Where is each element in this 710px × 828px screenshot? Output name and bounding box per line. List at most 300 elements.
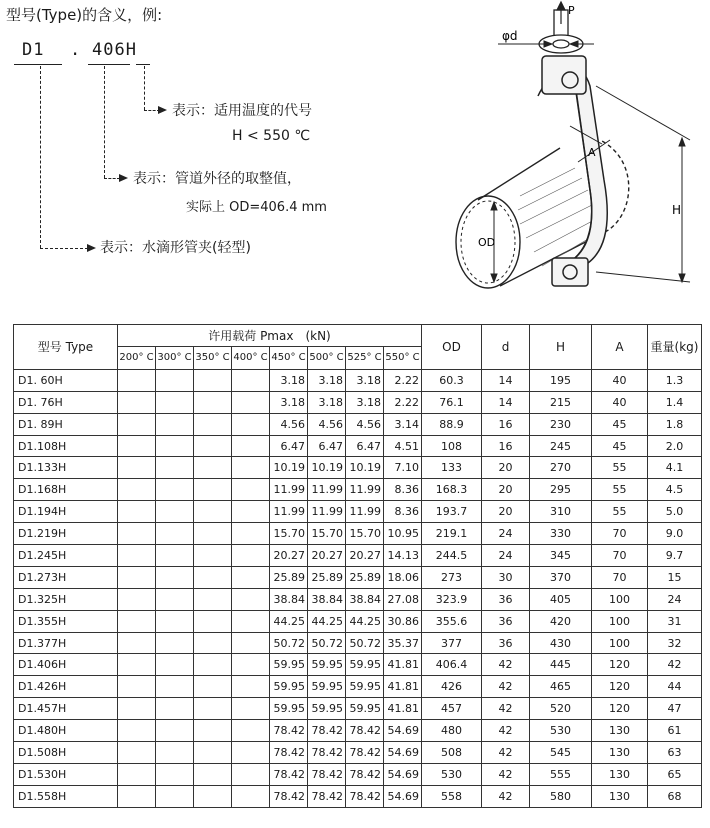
cell-load-450: 59.95: [270, 676, 308, 698]
cell-d: 36: [482, 632, 530, 654]
cell-load-300: [156, 698, 194, 720]
cell-h: 580: [530, 785, 592, 807]
table-row: [14, 720, 702, 742]
label-phi-d: φd: [502, 29, 518, 43]
cell-model: D1.530H: [14, 763, 118, 785]
cell-load-525: 3.18: [346, 391, 384, 413]
cell-d: 42: [482, 654, 530, 676]
cell-a: 130: [592, 720, 648, 742]
cell-a: 70: [592, 545, 648, 567]
cell-load-450: 6.47: [270, 435, 308, 457]
cell-load-550: 41.81: [384, 698, 422, 720]
cell-load-400: [232, 610, 270, 632]
cell-load-500: 78.42: [308, 763, 346, 785]
cell-load-350: [194, 413, 232, 435]
cell-model: D1.168H: [14, 479, 118, 501]
cell-load-525: 38.84: [346, 588, 384, 610]
cell-model: D1.355H: [14, 610, 118, 632]
cell-od: 508: [422, 742, 482, 764]
cell-weight: 15: [648, 566, 702, 588]
table-row: [14, 763, 702, 785]
cell-h: 215: [530, 391, 592, 413]
cell-load-525: 50.72: [346, 632, 384, 654]
cell-load-350: [194, 676, 232, 698]
cell-a: 40: [592, 369, 648, 391]
cell-load-400: [232, 588, 270, 610]
cell-a: 55: [592, 479, 648, 501]
table-row: [14, 523, 702, 545]
cell-a: 40: [592, 391, 648, 413]
cell-load-500: 59.95: [308, 676, 346, 698]
cell-load-200: [118, 742, 156, 764]
cell-weight: 2.0: [648, 435, 702, 457]
cell-load-200: [118, 369, 156, 391]
cell-h: 445: [530, 654, 592, 676]
cell-load-525: 59.95: [346, 698, 384, 720]
cell-load-350: [194, 763, 232, 785]
cell-load-450: 15.70: [270, 523, 308, 545]
cell-load-500: 50.72: [308, 632, 346, 654]
table-row: [14, 742, 702, 764]
cell-a: 70: [592, 566, 648, 588]
cell-load-350: [194, 545, 232, 567]
temp-leader-vertical: [144, 66, 145, 110]
cell-load-400: [232, 501, 270, 523]
cell-load-350: [194, 369, 232, 391]
cell-load-200: [118, 501, 156, 523]
header-temp: 350° C: [194, 346, 232, 369]
cell-load-550: 54.69: [384, 720, 422, 742]
cell-a: 55: [592, 501, 648, 523]
cell-load-450: 20.27: [270, 545, 308, 567]
cell-model: D1.133H: [14, 457, 118, 479]
cell-od: 168.3: [422, 479, 482, 501]
table-row: [14, 610, 702, 632]
cell-load-550: 54.69: [384, 742, 422, 764]
cell-od: 273: [422, 566, 482, 588]
cell-load-200: [118, 435, 156, 457]
table-row: [14, 413, 702, 435]
header-temp: 500° C: [308, 346, 346, 369]
cell-od: 426: [422, 676, 482, 698]
cell-weight: 65: [648, 763, 702, 785]
cell-load-300: [156, 742, 194, 764]
cell-d: 36: [482, 610, 530, 632]
cell-load-300: [156, 785, 194, 807]
cell-load-200: [118, 413, 156, 435]
cell-d: 42: [482, 742, 530, 764]
cell-load-525: 20.27: [346, 545, 384, 567]
cell-load-550: 54.69: [384, 785, 422, 807]
cell-weight: 24: [648, 588, 702, 610]
table-row: [14, 391, 702, 413]
cell-weight: 1.8: [648, 413, 702, 435]
cell-load-350: [194, 610, 232, 632]
cell-a: 45: [592, 435, 648, 457]
cell-load-300: [156, 610, 194, 632]
cell-load-550: 3.14: [384, 413, 422, 435]
type-leader-vertical: [40, 66, 41, 248]
cell-load-350: [194, 435, 232, 457]
cell-model: D1.108H: [14, 435, 118, 457]
size-temp-code: 406H: [92, 40, 137, 60]
cell-load-525: 4.56: [346, 413, 384, 435]
cell-load-525: 44.25: [346, 610, 384, 632]
cell-load-300: [156, 501, 194, 523]
cell-load-450: 78.42: [270, 763, 308, 785]
cell-a: 55: [592, 457, 648, 479]
cell-model: D1. 76H: [14, 391, 118, 413]
cell-load-500: 78.42: [308, 785, 346, 807]
cell-load-350: [194, 742, 232, 764]
cell-od: 480: [422, 720, 482, 742]
cell-load-525: 3.18: [346, 369, 384, 391]
cell-d: 20: [482, 479, 530, 501]
cell-h: 230: [530, 413, 592, 435]
header-load: 许用载荷 Pmax (kN): [118, 325, 422, 347]
cell-load-300: [156, 479, 194, 501]
h-dimension: [596, 86, 690, 282]
cell-h: 430: [530, 632, 592, 654]
cell-load-400: [232, 676, 270, 698]
cell-d: 20: [482, 457, 530, 479]
cell-load-400: [232, 763, 270, 785]
cell-load-550: 35.37: [384, 632, 422, 654]
cell-d: 42: [482, 785, 530, 807]
cell-load-450: 44.25: [270, 610, 308, 632]
cell-load-500: 3.18: [308, 391, 346, 413]
cell-od: 76.1: [422, 391, 482, 413]
temp-code-underline: [136, 64, 150, 65]
cell-od: 219.1: [422, 523, 482, 545]
cell-model: D1.194H: [14, 501, 118, 523]
cell-load-500: 78.42: [308, 742, 346, 764]
cell-load-550: 2.22: [384, 369, 422, 391]
cell-load-200: [118, 479, 156, 501]
table-row: [14, 479, 702, 501]
cell-load-400: [232, 391, 270, 413]
cell-load-350: [194, 479, 232, 501]
cell-load-525: 78.42: [346, 785, 384, 807]
cell-load-550: 10.95: [384, 523, 422, 545]
cell-od: 530: [422, 763, 482, 785]
cell-d: 42: [482, 763, 530, 785]
cell-weight: 32: [648, 632, 702, 654]
od-code-label: 表示：管道外径的取整值，: [133, 171, 301, 187]
cell-h: 555: [530, 763, 592, 785]
cell-load-450: 25.89: [270, 566, 308, 588]
pipe-clamp-figure: [400, 0, 710, 310]
cell-load-200: [118, 676, 156, 698]
header-model: 型号 Type: [14, 325, 118, 370]
size-code-underline: [88, 64, 130, 65]
cell-a: 100: [592, 632, 648, 654]
header-d: d: [482, 325, 530, 370]
cell-weight: 47: [648, 698, 702, 720]
cell-load-300: [156, 369, 194, 391]
cell-load-200: [118, 632, 156, 654]
cell-a: 130: [592, 742, 648, 764]
cell-weight: 4.1: [648, 457, 702, 479]
cell-load-350: [194, 391, 232, 413]
cell-load-400: [232, 632, 270, 654]
cell-weight: 9.7: [648, 545, 702, 567]
table-row: [14, 566, 702, 588]
od-code-detail: 实际上 OD=406.4 mm: [186, 200, 327, 215]
cell-load-500: 15.70: [308, 523, 346, 545]
cell-d: 16: [482, 413, 530, 435]
table-row: [14, 698, 702, 720]
cell-load-350: [194, 588, 232, 610]
cell-d: 36: [482, 588, 530, 610]
cell-model: D1.245H: [14, 545, 118, 567]
cell-load-350: [194, 457, 232, 479]
cell-a: 120: [592, 698, 648, 720]
cell-load-500: 59.95: [308, 654, 346, 676]
header-od: OD: [422, 325, 482, 370]
cell-weight: 9.0: [648, 523, 702, 545]
cell-load-350: [194, 501, 232, 523]
cell-d: 20: [482, 501, 530, 523]
cell-load-200: [118, 698, 156, 720]
cell-load-200: [118, 720, 156, 742]
cell-load-350: [194, 566, 232, 588]
cell-load-400: [232, 742, 270, 764]
cell-od: 558: [422, 785, 482, 807]
cell-load-300: [156, 457, 194, 479]
cell-weight: 61: [648, 720, 702, 742]
cell-load-200: [118, 523, 156, 545]
temp-code-label: 表示：适用温度的代号: [172, 103, 312, 119]
cell-load-450: 3.18: [270, 369, 308, 391]
cell-load-300: [156, 632, 194, 654]
cell-load-525: 11.99: [346, 501, 384, 523]
cell-a: 45: [592, 413, 648, 435]
cell-load-525: 11.99: [346, 479, 384, 501]
cell-load-300: [156, 391, 194, 413]
cell-load-500: 44.25: [308, 610, 346, 632]
type-arrow-icon: [87, 244, 96, 252]
cell-od: 323.9: [422, 588, 482, 610]
cell-load-300: [156, 654, 194, 676]
cell-load-300: [156, 720, 194, 742]
cell-load-500: 10.19: [308, 457, 346, 479]
cell-load-450: 11.99: [270, 501, 308, 523]
cell-od: 406.4: [422, 654, 482, 676]
table-row: [14, 457, 702, 479]
cell-a: 100: [592, 610, 648, 632]
cell-load-300: [156, 523, 194, 545]
cell-load-500: 78.42: [308, 720, 346, 742]
cell-load-400: [232, 785, 270, 807]
cell-load-350: [194, 720, 232, 742]
cell-a: 100: [592, 588, 648, 610]
cell-load-300: [156, 566, 194, 588]
cell-h: 405: [530, 588, 592, 610]
cell-model: D1.377H: [14, 632, 118, 654]
cell-load-200: [118, 785, 156, 807]
cell-load-525: 78.42: [346, 720, 384, 742]
cell-h: 545: [530, 742, 592, 764]
cell-model: D1.426H: [14, 676, 118, 698]
type-leader-horizontal: [40, 248, 88, 249]
cell-od: 108: [422, 435, 482, 457]
cell-load-300: [156, 588, 194, 610]
cell-h: 420: [530, 610, 592, 632]
cell-load-525: 15.70: [346, 523, 384, 545]
header-temp: 550° C: [384, 346, 422, 369]
label-a: A: [588, 146, 596, 159]
cell-d: 14: [482, 369, 530, 391]
cell-od: 355.6: [422, 610, 482, 632]
code-separator: .: [70, 40, 82, 60]
cell-load-450: 10.19: [270, 457, 308, 479]
series-code-underline: [14, 64, 62, 65]
cell-load-500: 25.89: [308, 566, 346, 588]
table-row: [14, 501, 702, 523]
cell-load-550: 27.08: [384, 588, 422, 610]
table-row: [14, 654, 702, 676]
cell-model: D1.457H: [14, 698, 118, 720]
cell-load-550: 4.51: [384, 435, 422, 457]
cell-load-350: [194, 785, 232, 807]
cell-load-450: 78.42: [270, 720, 308, 742]
cell-od: 244.5: [422, 545, 482, 567]
cell-load-525: 6.47: [346, 435, 384, 457]
series-code: D1: [22, 40, 45, 60]
cell-h: 330: [530, 523, 592, 545]
cell-load-200: [118, 566, 156, 588]
cell-h: 465: [530, 676, 592, 698]
cell-model: D1.558H: [14, 785, 118, 807]
cell-load-525: 78.42: [346, 742, 384, 764]
cell-d: 16: [482, 435, 530, 457]
cell-load-450: 78.42: [270, 742, 308, 764]
cell-weight: 31: [648, 610, 702, 632]
cell-od: 193.7: [422, 501, 482, 523]
cell-load-550: 18.06: [384, 566, 422, 588]
cell-load-450: 59.95: [270, 698, 308, 720]
cell-load-400: [232, 369, 270, 391]
cell-load-500: 20.27: [308, 545, 346, 567]
cell-load-550: 14.13: [384, 545, 422, 567]
cell-d: 42: [482, 698, 530, 720]
cell-a: 120: [592, 676, 648, 698]
label-od: OD: [478, 236, 496, 249]
cell-load-450: 78.42: [270, 785, 308, 807]
cell-load-300: [156, 545, 194, 567]
cell-load-450: 59.95: [270, 654, 308, 676]
od-leader-horizontal: [104, 178, 120, 179]
label-p: P: [568, 4, 575, 17]
cell-load-550: 8.36: [384, 501, 422, 523]
cell-od: 133: [422, 457, 482, 479]
cell-load-350: [194, 698, 232, 720]
cell-d: 24: [482, 545, 530, 567]
cell-load-400: [232, 545, 270, 567]
cell-load-400: [232, 566, 270, 588]
cell-load-500: 38.84: [308, 588, 346, 610]
type-label: 表示：水滴形管夹(轻型): [100, 240, 251, 256]
cell-load-300: [156, 676, 194, 698]
cell-load-450: 38.84: [270, 588, 308, 610]
cell-weight: 1.4: [648, 391, 702, 413]
cell-h: 530: [530, 720, 592, 742]
od-leader-vertical: [104, 66, 105, 178]
cell-model: D1. 60H: [14, 369, 118, 391]
cell-od: 60.3: [422, 369, 482, 391]
header-temp: 400° C: [232, 346, 270, 369]
clamp-strap: [538, 56, 607, 286]
cell-load-200: [118, 391, 156, 413]
cell-h: 295: [530, 479, 592, 501]
cell-a: 130: [592, 785, 648, 807]
cell-od: 88.9: [422, 413, 482, 435]
cell-weight: 4.5: [648, 479, 702, 501]
header-temp: 450° C: [270, 346, 308, 369]
cell-od: 377: [422, 632, 482, 654]
cell-od: 457: [422, 698, 482, 720]
cell-load-500: 6.47: [308, 435, 346, 457]
table-row: [14, 676, 702, 698]
cell-d: 42: [482, 720, 530, 742]
cell-load-550: 30.86: [384, 610, 422, 632]
cell-load-550: 41.81: [384, 654, 422, 676]
cell-weight: 1.3: [648, 369, 702, 391]
temp-arrow-icon: [158, 106, 167, 114]
header-weight: 重量(kg): [648, 325, 702, 370]
cell-load-525: 78.42: [346, 763, 384, 785]
table-row: [14, 369, 702, 391]
cell-load-500: 59.95: [308, 698, 346, 720]
cell-load-300: [156, 763, 194, 785]
cell-model: D1.508H: [14, 742, 118, 764]
cell-load-550: 8.36: [384, 479, 422, 501]
cell-d: 14: [482, 391, 530, 413]
cell-h: 345: [530, 545, 592, 567]
od-arrow-icon: [119, 174, 128, 182]
cell-h: 270: [530, 457, 592, 479]
type-meaning-title: 型号(Type)的含义，例:: [6, 6, 163, 24]
cell-d: 24: [482, 523, 530, 545]
cell-load-400: [232, 654, 270, 676]
header-temp: 300° C: [156, 346, 194, 369]
cell-load-200: [118, 545, 156, 567]
cell-weight: 42: [648, 654, 702, 676]
cell-d: 42: [482, 676, 530, 698]
cell-d: 30: [482, 566, 530, 588]
table-row: [14, 632, 702, 654]
label-h: H: [672, 203, 682, 217]
cell-load-550: 2.22: [384, 391, 422, 413]
cell-load-400: [232, 435, 270, 457]
cell-load-525: 59.95: [346, 676, 384, 698]
cell-load-200: [118, 654, 156, 676]
header-a: A: [592, 325, 648, 370]
cell-load-550: 7.10: [384, 457, 422, 479]
header-h: H: [530, 325, 592, 370]
cell-h: 245: [530, 435, 592, 457]
spec-table: [13, 324, 702, 808]
cell-load-350: [194, 523, 232, 545]
cell-load-400: [232, 698, 270, 720]
cell-load-450: 4.56: [270, 413, 308, 435]
temp-code-detail: H < 550 ℃: [232, 128, 311, 144]
cell-load-525: 10.19: [346, 457, 384, 479]
cell-load-500: 3.18: [308, 369, 346, 391]
cell-model: D1.273H: [14, 566, 118, 588]
cell-model: D1.325H: [14, 588, 118, 610]
